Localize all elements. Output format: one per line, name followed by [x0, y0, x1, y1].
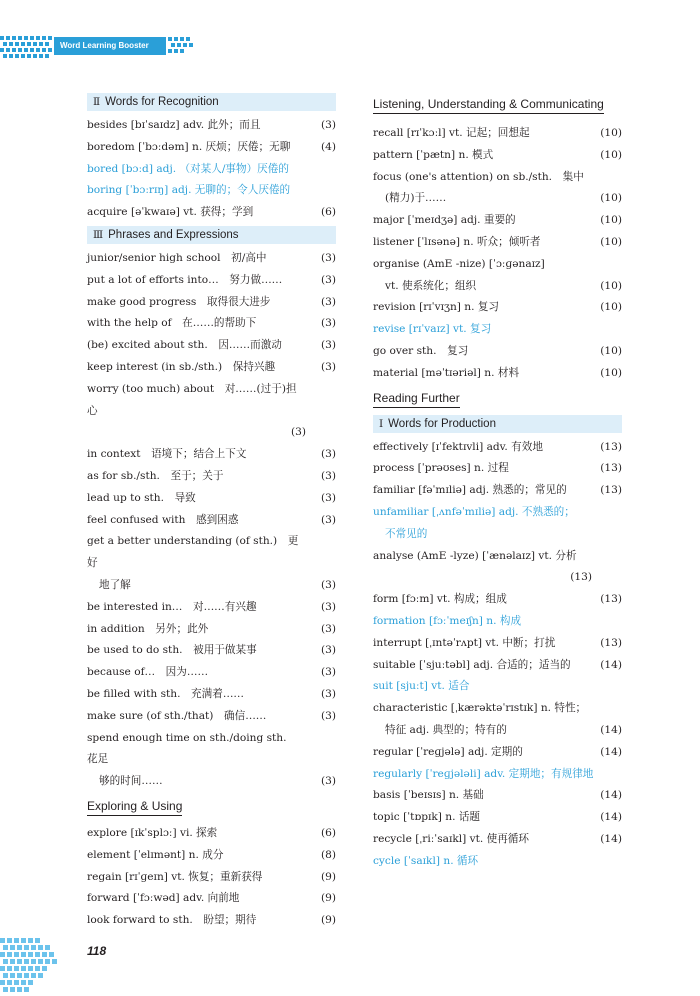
phrase-entry: feel confused with 感到困惑 (3) — [87, 513, 336, 526]
vocab-entry: regular [ˈreɡjələ] adj. 定期的 (14) — [373, 745, 622, 758]
vocab-entry-derived: bored [bɔːd] adj. （对某人/事物）厌倦的 — [87, 162, 289, 175]
section-header-words-for-recognition — [87, 93, 336, 111]
phrase-entry: get a better understanding (of sth.) 更好 地了解 (3) — [87, 535, 336, 591]
vocab-entry: familiar [fəˈmɪliə] adj. 熟悉的；常见的 (13) — [373, 484, 622, 497]
phrase-entry: junior/senior high school 初/高中 (3) — [87, 251, 336, 264]
section-title: Reading Further — [373, 390, 460, 408]
vocab-entry: besides [bɪˈsaɪdz] adv. 此外；而且 (3) — [87, 119, 336, 131]
vocab-entry: pattern [ˈpætn] n. 模式 (10) — [373, 148, 622, 161]
vocab-entry: recall [rɪˈkɔːl] vt. 记起；回想起 (10) — [373, 127, 622, 139]
vocab-entry: basis [ˈbeɪsɪs] n. 基础 (14) — [373, 789, 622, 802]
phrase-entry: be interested in… 对……有兴趣 (3) — [87, 600, 336, 613]
vocab-entry-derived: boring [ˈbɔːrɪŋ] adj. 无聊的；令人厌倦的 — [87, 184, 291, 197]
banner-title: Word Learning Booster — [54, 37, 166, 55]
section-title: Listening, Understanding & Communicating — [373, 96, 604, 114]
section-title: Words for Recognition — [105, 96, 219, 108]
right-column — [373, 93, 622, 873]
vocab-entry-derived: formation [fɔːˈmeɪʃn] n. 构成 — [373, 614, 522, 627]
phrase-entry: (be) excited about sth. 因……而激动 (3) — [87, 339, 336, 352]
header-banner — [0, 33, 200, 59]
section-number: Ⅰ — [379, 417, 384, 430]
left-column — [87, 93, 336, 932]
phrase-entry: spend enough time on sth./doing sth. 花足 够的时间…… (3) — [87, 731, 336, 788]
phrase-entry: in addition 另外；此外 (3) — [87, 622, 336, 635]
vocab-entry: look forward to sth. 盼望；期待 (9) — [87, 914, 336, 927]
phrase-entry: keep interest (in sb./sth.) 保持兴趣 (3) — [87, 360, 336, 373]
phrase-entry: be used to do sth. 被用于做某事 (3) — [87, 644, 336, 657]
phrase-entry: with the help of 在……的帮助下 (3) — [87, 317, 336, 330]
vocab-entry: form [fɔːm] vt. 构成；组成 (13) — [373, 593, 622, 606]
vocab-entry: listener [ˈlɪsənə] n. 听众；倾听者 (10) — [373, 235, 622, 248]
vocab-entry: suitable [ˈsjuːtəbl] adj. 合适的；适当的 (14) — [373, 658, 622, 671]
vocab-entry: analyse (AmE -lyze) [ˈænəlaɪz] vt. 分析 (13) — [373, 549, 592, 584]
phrase-entry: in context 语境下；结合上下文 (3) — [87, 448, 336, 461]
vocab-entry: forward [ˈfɔːwəd] adv. 向前地 (9) — [87, 892, 336, 905]
vocab-entry-derived: regularly [ˈreɡjələli] adv. 定期地；有规律地 — [373, 767, 594, 780]
vocab-entry: acquire [əˈkwaɪə] vt. 获得；学到 (6) — [87, 206, 336, 219]
section-listening-understanding-communicating — [373, 93, 622, 123]
vocab-entry: major [ˈmeɪdʒə] adj. 重要的 (10) — [373, 214, 622, 227]
phrase-entry: as for sb./sth. 至于；关于 (3) — [87, 469, 336, 482]
section-title: Phrases and Expressions — [108, 228, 239, 241]
vocab-entry: interrupt [ˌɪntəˈrʌpt] vt. 中断；打扰 (13) — [373, 636, 622, 649]
section-number: Ⅲ — [93, 228, 104, 241]
section-reading-further — [373, 385, 622, 415]
phrase-entry: worry (too much) about 对……(过于)担心 (3) — [87, 382, 306, 439]
phrase-entry: put a lot of efforts into… 努力做…… (3) — [87, 273, 336, 286]
vocab-entry: characteristic [ˌkærəktəˈrɪstɪk] n. 特性； 特征 adj. 典型的；特有的 (14) — [373, 702, 622, 736]
vocab-entry-derived: revise [rɪˈvaɪz] vt. 复习 — [373, 323, 492, 336]
phrase-entry: make sure (of sth./that) 确信…… (3) — [87, 709, 336, 722]
section-number: Ⅱ — [93, 96, 101, 108]
vocab-entry: go over sth. 复习 (10) — [373, 344, 622, 357]
section-title: Exploring & Using — [87, 798, 182, 816]
vocab-entry-derived: cycle [ˈsaɪkl] n. 循环 — [373, 854, 479, 867]
vocab-entry: effectively [ɪˈfektɪvli] adv. 有效地 (13) — [373, 440, 622, 453]
vocab-entry: revision [rɪˈvɪʒn] n. 复习 (10) — [373, 301, 622, 314]
vocab-entry: focus (one's attention) on sb./sth. 集中 (精力)于…… (10) — [373, 170, 622, 205]
section-title: Words for Production — [388, 417, 496, 430]
phrase-entry: make good progress 取得很大进步 (3) — [87, 295, 336, 308]
phrase-entry: lead up to sth. 导致 (3) — [87, 491, 336, 504]
vocab-entry: explore [ɪkˈsplɔː] vi. 探索 (6) — [87, 826, 336, 839]
vocab-entry: organise (AmE -nize) [ˈɔːɡənaɪz] vt. 使系统化；组织 (10) — [373, 257, 622, 292]
page-number: 118 — [87, 944, 107, 958]
vocab-entry: element [ˈelɪmənt] n. 成分 (8) — [87, 848, 336, 861]
vocab-entry: material [məˈtɪəriəl] n. 材料 (10) — [373, 366, 622, 379]
vocab-entry: topic [ˈtɒpɪk] n. 话题 (14) — [373, 811, 622, 824]
vocab-entry-derived: suit [sjuːt] vt. 适合 — [373, 680, 470, 693]
phrase-entry: because of… 因为…… (3) — [87, 666, 336, 679]
section-header-phrases-and-expressions — [87, 226, 336, 244]
section-header-words-for-production — [373, 415, 622, 433]
vocab-entry-derived: unfamiliar [ˌʌnfəˈmɪliə] adj. 不熟悉的； 不常见的 — [373, 505, 575, 540]
phrase-entry: be filled with sth. 充满着…… (3) — [87, 687, 336, 700]
vocab-entry: process [ˈprəʊses] n. 过程 (13) — [373, 462, 622, 475]
footer-pixel-decoration — [0, 930, 80, 996]
vocab-entry: recycle [ˌriːˈsaɪkl] vt. 使再循环 (14) — [373, 832, 622, 845]
vocab-entry: regain [rɪˈɡeɪn] vt. 恢复；重新获得 (9) — [87, 870, 336, 883]
vocab-entry: boredom [ˈbɔːdəm] n. 厌烦；厌倦；无聊 (4) — [87, 140, 336, 153]
section-exploring-and-using — [87, 793, 336, 823]
